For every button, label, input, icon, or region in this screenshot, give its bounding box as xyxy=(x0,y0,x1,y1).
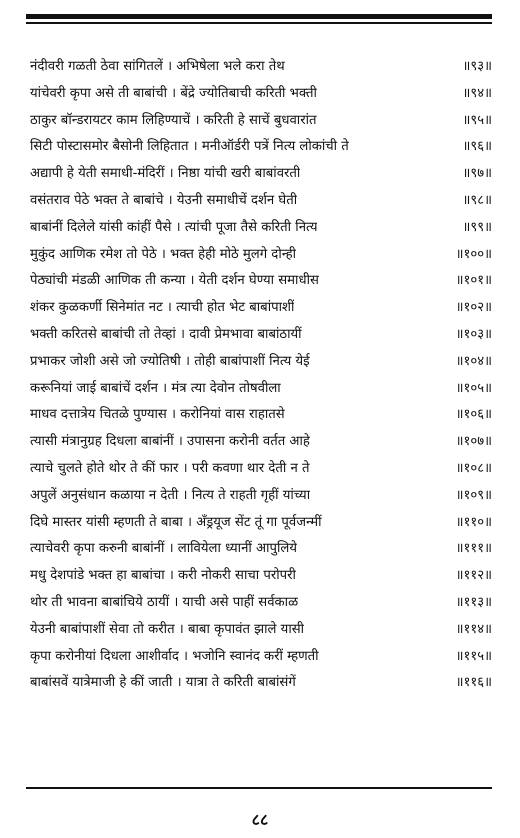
verse-number: ॥१०५॥ xyxy=(455,380,492,396)
verse-number: ॥९९॥ xyxy=(462,219,492,235)
verse-number: ॥१०१॥ xyxy=(455,273,492,289)
verse-text: अपुलें अनुसंधान कळाया न देती । नित्य ते राहती गृहीं यांच्या xyxy=(30,487,311,503)
verse-line xyxy=(30,402,492,429)
verse-line xyxy=(30,295,492,322)
verse-text: ठाकुर बॉन्डरायटर काम लिहिण्याचें । करिती हे साचें बुधवारांत xyxy=(30,112,317,128)
verse-number: ॥१०९॥ xyxy=(455,487,492,503)
verse-number: ॥१०४॥ xyxy=(455,353,492,369)
verse-text: थोर ती भावना बाबांचिये ठायीं । याची असे पाहीं सर्वकाळ xyxy=(30,594,299,610)
verse-number: ॥११०॥ xyxy=(455,514,492,530)
verse-list xyxy=(30,54,492,697)
verse-number: ॥११५॥ xyxy=(455,648,492,664)
verse-text: मुकुंद आणिक रमेश तो पेठे । भक्त हेही मोठे मुलगे दोन्ही xyxy=(30,246,297,262)
verse-text: बाबांनीं दिलेले यांसी कांहीं पैसे । त्यांची पूजा तैसे करिती नित्य xyxy=(30,219,318,235)
verse-text: कृपा करोनीयां दिधला आशीर्वाद । भजोनि स्वानंद करीं म्हणती xyxy=(30,648,319,664)
verse-line xyxy=(30,617,492,644)
verse-line xyxy=(30,563,492,590)
verse-number: ॥९८॥ xyxy=(462,192,492,208)
top-rule xyxy=(26,14,492,19)
verse-number: ॥९३॥ xyxy=(462,59,492,74)
verse-number: ॥१०२॥ xyxy=(455,300,492,316)
verse-line xyxy=(30,134,492,161)
verse-text: शंकर कुळकर्णी सिनेमांत नट । त्याची होत भेट बाबांपाशीं xyxy=(30,300,295,316)
verse-number: ॥११४॥ xyxy=(455,621,492,637)
verse-line xyxy=(30,429,492,456)
verse-text: येउनी बाबांपाशीं सेवा तो करीत । बाबा कृपावंत झाले यासी xyxy=(30,621,305,637)
verse-line xyxy=(30,349,492,376)
verse-text: मधु देशपांडे भक्त हा बाबांचा । करी नोकरी साचा परोपरी xyxy=(30,568,296,584)
verse-text: अद्यापी हे येती समाधी-मंदिरीं । निष्ठा यांची खरी बाबांवरती xyxy=(30,166,301,182)
bottom-rule xyxy=(26,787,492,789)
verse-number: ॥१०६॥ xyxy=(455,407,492,423)
verse-line xyxy=(30,644,492,671)
verse-line xyxy=(30,510,492,537)
verse-number: ॥९७॥ xyxy=(462,166,492,182)
verse-text: त्यासी मंत्रानुग्रह दिधला बाबांनीं । उपासना करोनी वर्तत आहे xyxy=(30,434,310,450)
verse-number: ॥१०८॥ xyxy=(455,460,492,476)
top-rule-thin xyxy=(26,22,492,24)
verse-number: ॥९५॥ xyxy=(462,112,492,128)
verse-text: त्याचे चुलते होते थोर ते कीं फार । परी कवणा थार देती न ते xyxy=(30,460,310,476)
verse-number: ॥११३॥ xyxy=(455,594,492,610)
verse-text: त्याचेवरी कृपा करुनी बाबांनीं । लावियेला ध्यानीं आपुलिये xyxy=(30,541,297,557)
verse-line xyxy=(30,268,492,295)
verse-number: ॥९४॥ xyxy=(462,85,492,101)
verse-line xyxy=(30,322,492,349)
verse-text: करूनियां जाई बाबांचें दर्शन । मंत्र त्या देवोन तोषवीला xyxy=(30,380,281,396)
verse-line xyxy=(30,108,492,135)
verse-text: सिटी पोस्टासमोर बैसोनी लिहितात । मनीऑर्डरी पत्रें नित्य लोकांची ते xyxy=(30,139,349,155)
verse-line xyxy=(30,242,492,269)
verse-line xyxy=(30,81,492,108)
verse-line xyxy=(30,215,492,242)
verse-line xyxy=(30,536,492,563)
verse-number: ॥११२॥ xyxy=(455,568,492,584)
verse-line xyxy=(30,456,492,483)
verse-number: ॥९६॥ xyxy=(462,139,492,155)
verse-number: ॥१०३॥ xyxy=(455,326,492,342)
verse-text: पेठ्यांची मंडळी आणिक ती कन्या । येती दर्शन घेण्या समाधीस xyxy=(30,273,319,289)
verse-text: यांचेवरी कृपा असे ती बाबांची । बेंद्रे ज्योतिबाची करिती भक्ती xyxy=(30,85,317,101)
verse-text: माधव दत्तात्रेय चितळे पुण्यास । करोनियां वास राहातसे xyxy=(30,407,285,423)
verse-line xyxy=(30,670,492,697)
verse-line xyxy=(30,376,492,403)
verse-text: भक्ती करितसे बाबांची तो तेव्हां । दावी प्रेमभावा बाबांठायीं xyxy=(30,326,302,342)
verse-number: ॥१११॥ xyxy=(455,541,492,557)
verse-line xyxy=(30,590,492,617)
verse-number: ॥१००॥ xyxy=(455,246,492,262)
verse-number: ॥१०७॥ xyxy=(455,434,492,450)
verse-line xyxy=(30,161,492,188)
verse-line xyxy=(30,483,492,510)
verse-text: बाबांसवें यात्रेमाजी हे कीं जाती । यात्रा ते करिती बाबांसंगें xyxy=(30,675,296,691)
verse-text: वसंतराव पेठे भक्त ते बाबांचे । येउनी समाधीचें दर्शन घेती xyxy=(30,192,298,208)
verse-number: ॥११६॥ xyxy=(455,675,492,691)
verse-line xyxy=(30,54,492,81)
page-number: ८८ xyxy=(251,810,269,829)
verse-text: नंदीवरी गळती ठेवा सांगितलें । अभिषेला भले करा तेथ xyxy=(30,59,285,74)
verse-text: प्रभाकर जोशी असे जो ज्योतिषी । तोही बाबांपाशीं नित्य येई xyxy=(30,353,310,369)
verse-line xyxy=(30,188,492,215)
verse-text: दिघे मास्तर यांसी म्हणती ते बाबा । अँड्रयूज सेंट तूं गा पूर्वजन्मीं xyxy=(30,514,322,530)
